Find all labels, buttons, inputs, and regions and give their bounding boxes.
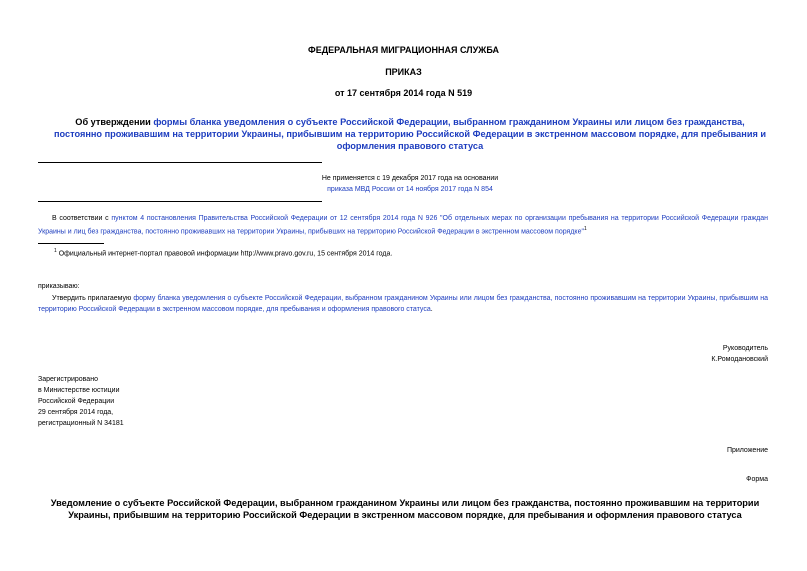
order-suffix: . — [430, 306, 433, 313]
footnote-mark: 1 — [54, 248, 57, 254]
order-prefix: Утвердить прилагаемую — [52, 295, 134, 302]
registration-line-5: регистрационный N 34181 — [38, 420, 124, 427]
order-form-link[interactable]: форму бланка уведомления о субъекте Российской Федерации, выбранном гражданином Украины или лицом без гражданства, постоянно проживавшим на территории Украины, прибывшим на территорию Российской Федерации в экстренном массовом порядке, для пребывания и оформления правового статуса — [38, 295, 768, 313]
appendix-label: Приложение — [726, 447, 768, 454]
registration-line-3: Российской Федерации — [38, 398, 115, 405]
basis-link[interactable]: пунктом 4 постановления Правительства Российской Федерации от 12 сентября 2014 года N 926 "Об отдельных мерах по организации пребывания на территории Российской Федерации граждан Украины и лиц без гражданства, постоянно проживавших на территории Украины, прибывших на территорию Российской Федерации в экстренном массовом порядке" — [38, 215, 768, 236]
title-form-link[interactable]: формы бланка уведомления о субъекте Российской Федерации, выбранном гражданином Украины или лицом без гражданства, постоянно проживавшим на территории Украины, прибывшим на территорию Российской Федерации в экстренном массовом порядке, для пребывания и оформления правового статуса — [53, 117, 767, 151]
divider-status — [38, 201, 322, 202]
registration-line-1: Зарегистрировано — [38, 376, 98, 383]
registration-line-4: 29 сентября 2014 года, — [38, 409, 114, 416]
document-date-number: от 17 сентября 2014 года N 519 — [334, 88, 473, 98]
appendix-heading: Уведомление о субъекте Российской Федерации, выбранном гражданином Украины или лицом без гражданства, постоянно проживавшим на территории Украины, прибывшим на территорию Российской Федерации в экстренном массовом порядке, для пребывания и оформления правового статуса — [50, 498, 760, 520]
footnote-text: Официальный интернет-портал правовой информации http://www.pravo.gov.ru, 15 сентября 2014 года. — [56, 250, 393, 258]
signer-name: К.Ромодановский — [711, 356, 768, 363]
status-note — [200, 173, 620, 195]
signature-block — [600, 343, 768, 365]
basis-prefix: В соответствии с — [52, 215, 112, 222]
divider-top — [38, 162, 322, 163]
status-note-link[interactable]: приказа МВД России от 14 ноября 2017 года N 854 — [327, 186, 493, 193]
agency-name: ФЕДЕРАЛЬНАЯ МИГРАЦИОННАЯ СЛУЖБА — [308, 45, 499, 55]
order-intro: приказываю: — [38, 283, 80, 290]
basis-footnote-mark: 1 — [583, 226, 587, 232]
footnote — [54, 248, 392, 257]
status-note-text: Не применяется с 19 декабря 2017 года на основании — [321, 175, 499, 182]
footnote-divider — [38, 243, 104, 244]
registration-line-2: в Министерстве юстиции — [38, 387, 120, 394]
document-title — [50, 116, 770, 152]
registration-block — [38, 374, 124, 429]
document-type: ПРИКАЗ — [385, 67, 422, 77]
form-label: Форма — [746, 476, 768, 483]
title-prefix: Об утверждении — [75, 117, 154, 127]
order-paragraph — [38, 293, 768, 315]
signer-position: Руководитель — [722, 345, 768, 352]
basis-paragraph — [38, 213, 768, 237]
